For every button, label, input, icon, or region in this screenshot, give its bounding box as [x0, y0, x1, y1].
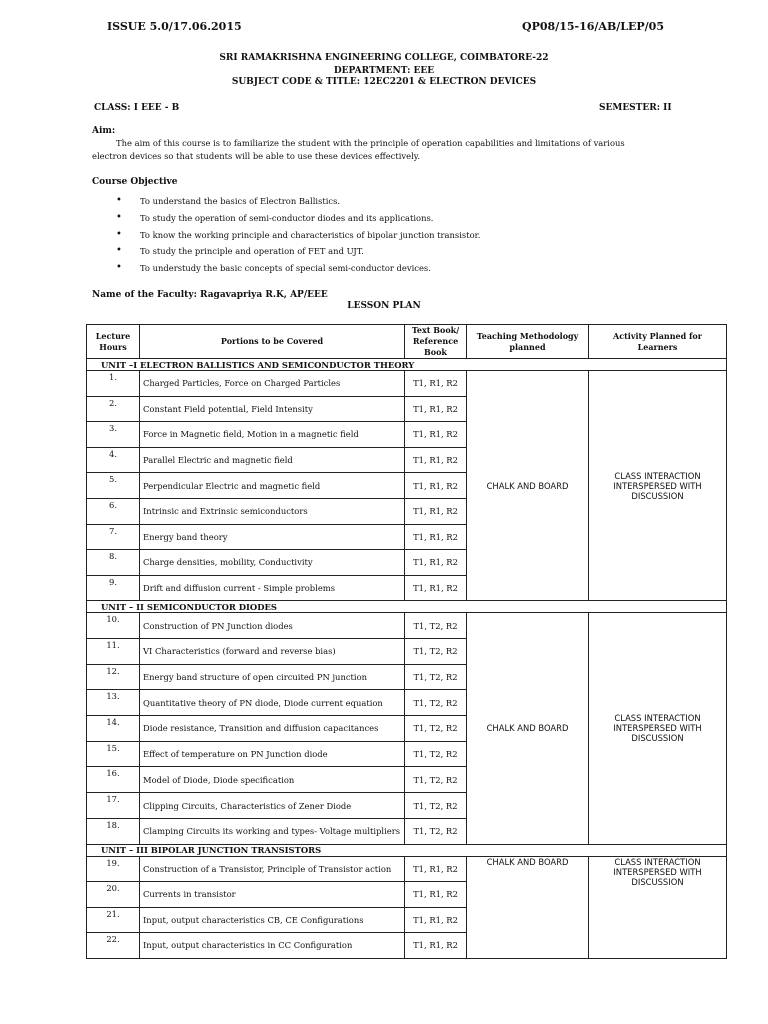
reference: T1, R1, R2	[405, 498, 467, 524]
learner-activity: CLASS INTERACTION INTERSPERSED WITH DISCUSSION	[589, 371, 727, 601]
table-row	[87, 856, 727, 882]
unit-title: UNIT – III BIPOLAR JUNCTION TRANSISTORS	[87, 844, 727, 856]
topic: Force in Magnetic field, Motion in a magnetic field	[140, 422, 405, 448]
lecture-number: 18.	[87, 818, 140, 844]
lecture-number: 14.	[87, 716, 140, 742]
lecture-number: 7.	[87, 524, 140, 550]
lecture-number: 13.	[87, 690, 140, 716]
lecture-number: 19.	[87, 856, 140, 882]
learner-activity: CLASS INTERACTION INTERSPERSED WITH DISCUSSION	[589, 856, 727, 958]
topic: Energy band theory	[140, 524, 405, 550]
subject-title: SUBJECT CODE & TITLE: 12EC2201 & ELECTRON DEVICES	[231, 77, 537, 87]
lecture-number: 15.	[87, 741, 140, 767]
lecture-number: 11.	[87, 639, 140, 665]
reference: T1, T2, R2	[405, 793, 467, 819]
header-activity: Activity Planned for Learners	[589, 325, 727, 359]
table-header-row	[87, 325, 727, 359]
reference: T1, R1, R2	[405, 447, 467, 473]
header-teaching-methodology: Teaching Methodology planned	[467, 325, 589, 359]
teaching-method: CHALK AND BOARD	[467, 371, 589, 601]
reference: T1, R1, R2	[405, 575, 467, 601]
lecture-number: 12.	[87, 664, 140, 690]
college-name: SRI RAMAKRISHNA ENGINEERING COLLEGE, COIMBATORE-22	[219, 53, 549, 63]
topic: Constant Field potential, Field Intensity	[140, 396, 405, 422]
topic: Intrinsic and Extrinsic semiconductors	[140, 498, 405, 524]
topic: Clamping Circuits its working and types- Voltage multipliers	[140, 818, 405, 844]
lecture-number: 3.	[87, 422, 140, 448]
topic: Input, output characteristics in CC Configuration	[140, 933, 405, 959]
objective-item: • To study the operation of semi-conductor diodes and its applications.	[100, 210, 480, 227]
topic: Input, output characteristics CB, CE Configurations	[140, 907, 405, 933]
aim-heading: Aim:	[92, 126, 116, 136]
table-row	[87, 613, 727, 639]
topic: Model of Diode, Diode specification	[140, 767, 405, 793]
objective-heading: Course Objective	[92, 177, 178, 187]
lesson-plan-title: LESSON PLAN	[347, 301, 421, 311]
reference: T1, R1, R2	[405, 933, 467, 959]
header-text-book: Text Book/ Reference Book	[405, 325, 467, 359]
topic: Charged Particles, Force on Charged Particles	[140, 371, 405, 397]
topic: Diode resistance, Transition and diffusion capacitances	[140, 716, 405, 742]
reference: T1, R1, R2	[405, 882, 467, 908]
unit-title: UNIT –I ELECTRON BALLISTICS AND SEMICONDUCTOR THEORY	[87, 359, 727, 371]
reference: T1, R1, R2	[405, 550, 467, 576]
topic: Parallel Electric and magnetic field	[140, 447, 405, 473]
lecture-number: 10.	[87, 613, 140, 639]
unit-heading-row	[87, 601, 727, 613]
teaching-method: CHALK AND BOARD	[467, 856, 589, 958]
issue-number: ISSUE 5.0/17.06.2015	[107, 20, 242, 33]
reference: T1, T2, R2	[405, 690, 467, 716]
topic: Construction of a Transistor, Principle of Transistor action	[140, 856, 405, 882]
lesson-plan-table	[86, 324, 727, 959]
lecture-number: 8.	[87, 550, 140, 576]
reference: T1, T2, R2	[405, 741, 467, 767]
lecture-number: 16.	[87, 767, 140, 793]
reference: T1, R1, R2	[405, 396, 467, 422]
topic: Currents in transistor	[140, 882, 405, 908]
department: DEPARTMENT: EEE	[333, 66, 435, 76]
aim-text: The aim of this course is to familiarize the student with the principle of operation capabilities and limitations of various electron devices so that students will be able to use these devices effectively.	[92, 138, 625, 161]
header-lecture-hours: Lecture Hours	[87, 325, 140, 359]
header-portions: Portions to be Covered	[140, 325, 405, 359]
lecture-number: 9.	[87, 575, 140, 601]
lecture-number: 6.	[87, 498, 140, 524]
topic: Charge densities, mobility, Conductivity	[140, 550, 405, 576]
reference: T1, T2, R2	[405, 767, 467, 793]
reference: T1, T2, R2	[405, 716, 467, 742]
reference: T1, T2, R2	[405, 639, 467, 665]
reference: T1, R1, R2	[405, 524, 467, 550]
topic: Construction of PN Junction diodes	[140, 613, 405, 639]
topic: Effect of temperature on PN Junction diode	[140, 741, 405, 767]
unit-heading-row	[87, 844, 727, 856]
objective-item: • To understudy the basic concepts of special semi-conductor devices.	[100, 260, 480, 277]
objective-list	[100, 193, 480, 277]
reference: T1, R1, R2	[405, 422, 467, 448]
lecture-number: 22.	[87, 933, 140, 959]
topic: Drift and diffusion current - Simple problems	[140, 575, 405, 601]
topic: Quantitative theory of PN diode, Diode current equation	[140, 690, 405, 716]
table-row	[87, 371, 727, 397]
objective-item: • To understand the basics of Electron Ballistics.	[100, 193, 480, 210]
teaching-method: CHALK AND BOARD	[467, 613, 589, 844]
lecture-number: 2.	[87, 396, 140, 422]
objective-item: • To know the working principle and characteristics of bipolar junction transistor.	[100, 227, 480, 244]
reference: T1, R1, R2	[405, 371, 467, 397]
topic: Clipping Circuits, Characteristics of Zener Diode	[140, 793, 405, 819]
unit-heading-row	[87, 359, 727, 371]
topic: Perpendicular Electric and magnetic field	[140, 473, 405, 499]
reference: T1, R1, R2	[405, 473, 467, 499]
objective-item: • To study the principle and operation of FET and UJT.	[100, 243, 480, 260]
reference: T1, T2, R2	[405, 613, 467, 639]
learner-activity: CLASS INTERACTION INTERSPERSED WITH DISCUSSION	[589, 613, 727, 844]
semester-label: SEMESTER: II	[599, 103, 672, 113]
faculty-name: Name of the Faculty: Ragavapriya R.K, AP/EEE	[92, 290, 328, 300]
lecture-number: 17.	[87, 793, 140, 819]
lecture-number: 5.	[87, 473, 140, 499]
reference: T1, T2, R2	[405, 664, 467, 690]
unit-title: UNIT – II SEMICONDUCTOR DIODES	[87, 601, 727, 613]
topic: VI Characteristics (forward and reverse bias)	[140, 639, 405, 665]
reference: T1, R1, R2	[405, 907, 467, 933]
lecture-number: 20.	[87, 882, 140, 908]
topic: Energy band structure of open circuited PN junction	[140, 664, 405, 690]
lecture-number: 1.	[87, 371, 140, 397]
document-code: QP08/15-16/AB/LEP/05	[522, 20, 664, 33]
lecture-number: 4.	[87, 447, 140, 473]
reference: T1, T2, R2	[405, 818, 467, 844]
reference: T1, R1, R2	[405, 856, 467, 882]
lecture-number: 21.	[87, 907, 140, 933]
class-label: CLASS: I EEE - B	[94, 103, 180, 113]
